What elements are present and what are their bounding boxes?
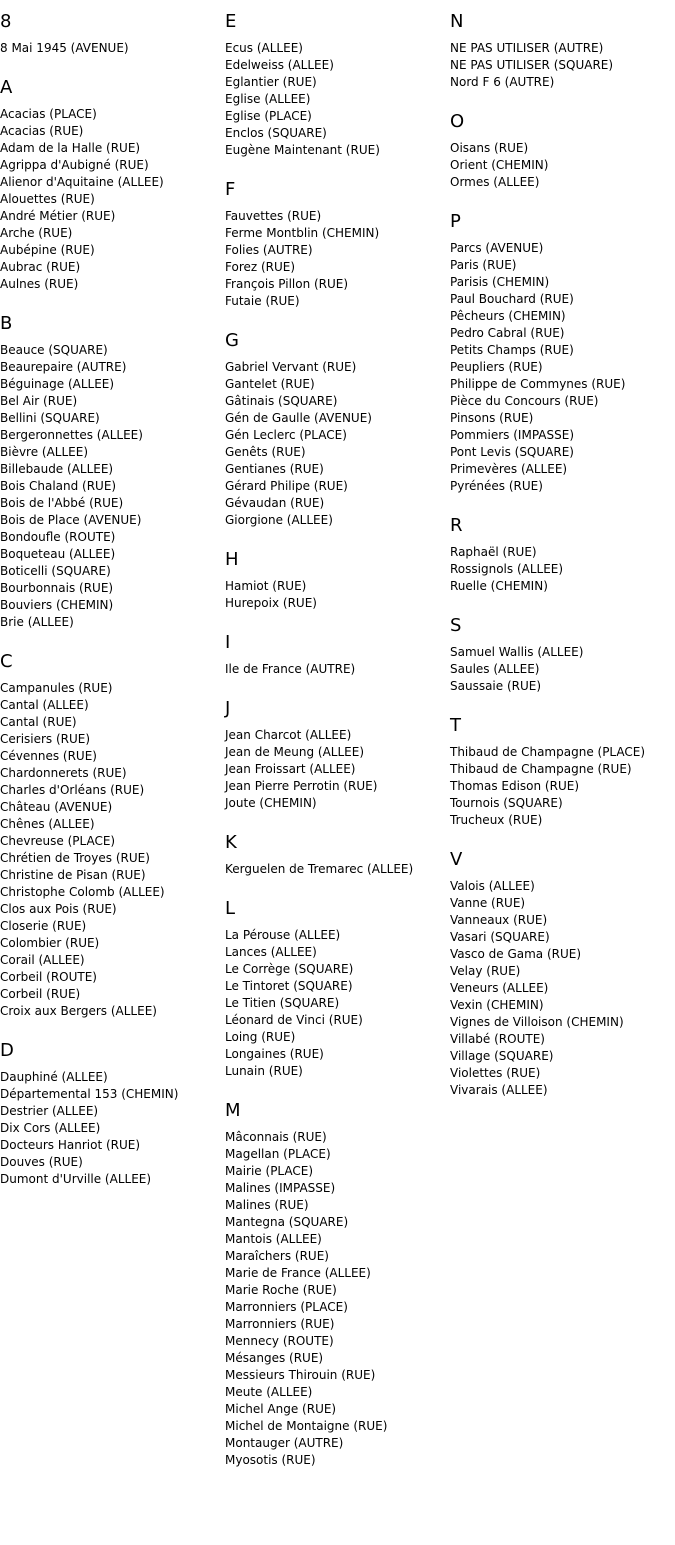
street-item[interactable]: Arche (RUE): [0, 226, 73, 240]
street-item[interactable]: Brie (ALLEE): [0, 615, 74, 629]
street-item[interactable]: Léonard de Vinci (RUE): [225, 1013, 363, 1027]
street-item[interactable]: Village (SQUARE): [450, 1049, 554, 1063]
street-item[interactable]: Billebaude (ALLEE): [0, 462, 114, 476]
street-item[interactable]: Maraîchers (RUE): [225, 1249, 329, 1263]
letter-group: [0, 650, 222, 1020]
section-letter-heading: I: [225, 632, 231, 653]
street-list: [450, 140, 672, 191]
street-item[interactable]: Paul Bouchard (RUE): [450, 292, 574, 306]
street-list: [225, 40, 447, 159]
street-item[interactable]: Cerisiers (RUE): [0, 732, 91, 746]
street-item[interactable]: Malines (RUE): [225, 1198, 309, 1212]
street-item[interactable]: Boqueteau (ALLEE): [0, 547, 116, 561]
street-item[interactable]: Folies (AUTRE): [225, 243, 313, 257]
letter-group: [225, 10, 447, 159]
street-item[interactable]: Petits Champs (RUE): [450, 343, 574, 357]
street-item[interactable]: Chênes (ALLEE): [0, 817, 95, 831]
index-column-2: [225, 10, 447, 1488]
street-item[interactable]: Béguinage (ALLEE): [0, 377, 115, 391]
street-item[interactable]: Chevreuse (PLACE): [0, 834, 116, 848]
street-item[interactable]: Eglantier (RUE): [225, 75, 317, 89]
street-item[interactable]: Bois Chaland (RUE): [0, 479, 117, 493]
street-item[interactable]: Adam de la Halle (RUE): [0, 141, 141, 155]
street-item[interactable]: Marronniers (RUE): [225, 1317, 335, 1331]
street-item[interactable]: Oisans (RUE): [450, 141, 529, 155]
street-item[interactable]: Genêts (RUE): [225, 445, 306, 459]
street-item[interactable]: Dix Cors (ALLEE): [0, 1121, 101, 1135]
street-item[interactable]: Charles d'Orléans (RUE): [0, 783, 145, 797]
letter-group: [0, 10, 222, 57]
section-letter-heading: G: [225, 330, 239, 351]
street-item[interactable]: Boticelli (SQUARE): [0, 564, 111, 578]
street-item[interactable]: Eugène Maintenant (RUE): [225, 143, 380, 157]
street-item[interactable]: Longaines (RUE): [225, 1047, 324, 1061]
street-list: [450, 644, 672, 695]
street-item[interactable]: Marronniers (PLACE): [225, 1300, 348, 1314]
street-item[interactable]: Nord F 6 (AUTRE): [450, 75, 555, 89]
letter-group: [450, 10, 672, 91]
street-item[interactable]: Aubrac (RUE): [0, 260, 81, 274]
street-item[interactable]: Bergeronnettes (ALLEE): [0, 428, 143, 442]
street-item[interactable]: Pedro Cabral (RUE): [450, 326, 565, 340]
street-item[interactable]: Dumont d'Urville (ALLEE): [0, 1172, 152, 1186]
letter-group: [225, 329, 447, 529]
street-item[interactable]: Edelweiss (ALLEE): [225, 58, 334, 72]
street-item[interactable]: Gabriel Vervant (RUE): [225, 360, 357, 374]
letter-group: [0, 1039, 222, 1188]
street-item[interactable]: Beaurepaire (AUTRE): [0, 360, 127, 374]
street-item[interactable]: Aubépine (RUE): [0, 243, 95, 257]
street-item[interactable]: Corbeil (ROUTE): [0, 970, 97, 984]
letter-group: [225, 178, 447, 310]
street-item[interactable]: Joute (CHEMIN): [225, 796, 317, 810]
street-item[interactable]: Hurepoix (RUE): [225, 596, 317, 610]
street-item[interactable]: Christophe Colomb (ALLEE): [0, 885, 165, 899]
street-item[interactable]: Ecus (ALLEE): [225, 41, 303, 55]
street-item[interactable]: Agrippa d'Aubigné (RUE): [0, 158, 149, 172]
street-list: [225, 359, 447, 529]
street-item[interactable]: Futaie (RUE): [225, 294, 300, 308]
street-item[interactable]: NE PAS UTILISER (AUTRE): [450, 41, 604, 55]
street-item[interactable]: Eglise (PLACE): [225, 109, 312, 123]
street-item[interactable]: Thomas Edison (RUE): [450, 779, 579, 793]
section-letter-heading: J: [225, 698, 231, 719]
street-item[interactable]: Orient (CHEMIN): [450, 158, 549, 172]
section-letter-heading: M: [225, 1100, 241, 1121]
letter-group: [225, 697, 447, 812]
street-item[interactable]: Bièvre (ALLEE): [0, 445, 89, 459]
street-item[interactable]: François Pillon (RUE): [225, 277, 349, 291]
street-item[interactable]: Primevères (ALLEE): [450, 462, 568, 476]
section-letter-heading: A: [0, 77, 13, 98]
street-item[interactable]: Hamiot (RUE): [225, 579, 307, 593]
street-item[interactable]: Veneurs (ALLEE): [450, 981, 549, 995]
section-letter-heading: L: [225, 898, 236, 919]
letter-group: [225, 1099, 447, 1469]
street-item[interactable]: Bourbonnais (RUE): [0, 581, 114, 595]
street-item[interactable]: Vasari (SQUARE): [450, 930, 550, 944]
street-item[interactable]: Peupliers (RUE): [450, 360, 543, 374]
index-column-1: [0, 10, 222, 1207]
street-item[interactable]: Jean Pierre Perrotin (RUE): [225, 779, 378, 793]
street-list: [225, 861, 447, 878]
street-item[interactable]: Le Tintoret (SQUARE): [225, 979, 353, 993]
street-list: [0, 342, 222, 631]
street-item[interactable]: Gantelet (RUE): [225, 377, 315, 391]
street-item[interactable]: Enclos (SQUARE): [225, 126, 327, 140]
street-item[interactable]: Gérard Philipe (RUE): [225, 479, 348, 493]
street-list: [225, 661, 447, 678]
index-column-3: [450, 10, 672, 1118]
street-item[interactable]: Cévennes (RUE): [0, 749, 97, 763]
street-item[interactable]: Château (AVENUE): [0, 800, 113, 814]
street-item[interactable]: Saussaie (RUE): [450, 679, 542, 693]
street-item[interactable]: Paris (RUE): [450, 258, 517, 272]
street-item[interactable]: Destrier (ALLEE): [0, 1104, 99, 1118]
section-letter-heading: O: [450, 111, 465, 132]
street-item[interactable]: Mantois (ALLEE): [225, 1232, 322, 1246]
street-item[interactable]: Douves (RUE): [0, 1155, 83, 1169]
letter-group: [450, 848, 672, 1099]
street-item[interactable]: Philippe de Commynes (RUE): [450, 377, 626, 391]
street-item[interactable]: Ile de France (AUTRE): [225, 662, 356, 676]
street-list: [225, 578, 447, 612]
street-item[interactable]: Ruelle (CHEMIN): [450, 579, 548, 593]
letter-group: [450, 714, 672, 829]
street-list: [225, 727, 447, 812]
street-item[interactable]: Mésanges (RUE): [225, 1351, 324, 1365]
street-item[interactable]: Corail (ALLEE): [0, 953, 85, 967]
street-item[interactable]: Trucheux (RUE): [450, 813, 543, 827]
street-item[interactable]: Closerie (RUE): [0, 919, 87, 933]
street-item[interactable]: Thibaud de Champagne (RUE): [450, 762, 632, 776]
street-list: [450, 40, 672, 91]
street-item[interactable]: Ferme Montblin (CHEMIN): [225, 226, 380, 240]
street-item[interactable]: Tournois (SQUARE): [450, 796, 563, 810]
street-item[interactable]: Bel Air (RUE): [0, 394, 78, 408]
street-item[interactable]: Alienor d'Aquitaine (ALLEE): [0, 175, 164, 189]
street-item[interactable]: Christine de Pisan (RUE): [0, 868, 146, 882]
street-item[interactable]: Lunain (RUE): [225, 1064, 303, 1078]
street-item[interactable]: Saules (ALLEE): [450, 662, 540, 676]
street-list: [0, 1069, 222, 1188]
section-letter-heading: T: [450, 715, 461, 736]
street-item[interactable]: Clos aux Pois (RUE): [0, 902, 117, 916]
street-item[interactable]: Mâconnais (RUE): [225, 1130, 327, 1144]
letter-group: [450, 614, 672, 695]
section-letter-heading: D: [0, 1040, 14, 1061]
street-item[interactable]: Messieurs Thirouin (RUE): [225, 1368, 376, 1382]
street-list: [450, 544, 672, 595]
street-item[interactable]: Forez (RUE): [225, 260, 296, 274]
letter-group: [450, 514, 672, 595]
street-item[interactable]: Pont Levis (SQUARE): [450, 445, 574, 459]
street-item[interactable]: Magellan (PLACE): [225, 1147, 331, 1161]
letter-group: [225, 831, 447, 878]
street-item[interactable]: Départemental 153 (CHEMIN): [0, 1087, 179, 1101]
street-item[interactable]: Bois de l'Abbé (RUE): [0, 496, 124, 510]
street-item[interactable]: Campanules (RUE): [0, 681, 113, 695]
street-list: [225, 927, 447, 1080]
street-item[interactable]: Montauger (AUTRE): [225, 1436, 344, 1450]
section-letter-heading: H: [225, 549, 239, 570]
street-item[interactable]: Le Titien (SQUARE): [225, 996, 340, 1010]
section-letter-heading: P: [450, 211, 461, 232]
street-item[interactable]: Vignes de Villoison (CHEMIN): [450, 1015, 624, 1029]
street-item[interactable]: Gén Leclerc (PLACE): [225, 428, 347, 442]
street-item[interactable]: Eglise (ALLEE): [225, 92, 311, 106]
street-item[interactable]: NE PAS UTILISER (SQUARE): [450, 58, 614, 72]
street-item[interactable]: Ormes (ALLEE): [450, 175, 540, 189]
letter-group: [450, 110, 672, 191]
section-letter-heading: 8: [0, 11, 12, 32]
street-item[interactable]: La Pérouse (ALLEE): [225, 928, 341, 942]
street-list: [0, 680, 222, 1020]
street-item[interactable]: Bouviers (CHEMIN): [0, 598, 114, 612]
street-item[interactable]: Mantegna (SQUARE): [225, 1215, 349, 1229]
street-item[interactable]: Raphaël (RUE): [450, 545, 537, 559]
street-item[interactable]: Vexin (CHEMIN): [450, 998, 544, 1012]
street-item[interactable]: Rossignols (ALLEE): [450, 562, 564, 576]
section-letter-heading: V: [450, 849, 463, 870]
street-item[interactable]: Acacias (RUE): [0, 124, 84, 138]
letter-group: [450, 210, 672, 495]
street-item[interactable]: Gévaudan (RUE): [225, 496, 325, 510]
street-item[interactable]: Velay (RUE): [450, 964, 521, 978]
street-item[interactable]: Meute (ALLEE): [225, 1385, 313, 1399]
street-item[interactable]: Jean de Meung (ALLEE): [225, 745, 364, 759]
street-item[interactable]: Vasco de Gama (RUE): [450, 947, 582, 961]
street-item[interactable]: Pêcheurs (CHEMIN): [450, 309, 566, 323]
street-item[interactable]: Cantal (ALLEE): [0, 698, 89, 712]
street-item[interactable]: Marie de France (ALLEE): [225, 1266, 371, 1280]
street-item[interactable]: Valois (ALLEE): [450, 879, 535, 893]
street-item[interactable]: Vivarais (ALLEE): [450, 1083, 548, 1097]
section-letter-heading: C: [0, 651, 13, 672]
street-item[interactable]: Bondoufle (ROUTE): [0, 530, 116, 544]
street-item[interactable]: Beauce (SQUARE): [0, 343, 108, 357]
section-letter-heading: B: [0, 313, 13, 334]
street-item[interactable]: Pyrénées (RUE): [450, 479, 543, 493]
street-item[interactable]: Gentianes (RUE): [225, 462, 324, 476]
street-item[interactable]: 8 Mai 1945 (AVENUE): [0, 41, 129, 55]
street-item[interactable]: Pommiers (IMPASSE): [450, 428, 574, 442]
street-item[interactable]: Pinsons (RUE): [450, 411, 534, 425]
street-item[interactable]: Vanneaux (RUE): [450, 913, 548, 927]
street-item[interactable]: Bellini (SQUARE): [0, 411, 100, 425]
street-item[interactable]: Loing (RUE): [225, 1030, 296, 1044]
street-item[interactable]: Alouettes (RUE): [0, 192, 95, 206]
street-item[interactable]: Bois de Place (AVENUE): [0, 513, 142, 527]
street-item[interactable]: Parisis (CHEMIN): [450, 275, 550, 289]
section-letter-heading: R: [450, 515, 463, 536]
street-list: [0, 106, 222, 293]
street-item[interactable]: Michel Ange (RUE): [225, 1402, 337, 1416]
street-item[interactable]: Colombier (RUE): [0, 936, 100, 950]
street-item[interactable]: Pièce du Concours (RUE): [450, 394, 599, 408]
street-item[interactable]: Chardonnerets (RUE): [0, 766, 127, 780]
street-item[interactable]: Gâtinais (SQUARE): [225, 394, 338, 408]
street-item[interactable]: Aulnes (RUE): [0, 277, 79, 291]
street-list: [0, 40, 222, 57]
street-item[interactable]: Mairie (PLACE): [225, 1164, 314, 1178]
street-item[interactable]: Jean Charcot (ALLEE): [225, 728, 352, 742]
street-list: [225, 1129, 447, 1469]
street-item[interactable]: Michel de Montaigne (RUE): [225, 1419, 388, 1433]
street-list: [450, 878, 672, 1099]
street-item[interactable]: Croix aux Bergers (ALLEE): [0, 1004, 157, 1018]
street-item[interactable]: Dauphiné (ALLEE): [0, 1070, 108, 1084]
street-item[interactable]: Acacias (PLACE): [0, 107, 97, 121]
street-item[interactable]: Lances (ALLEE): [225, 945, 317, 959]
street-item[interactable]: Corbeil (RUE): [0, 987, 81, 1001]
street-item[interactable]: Kerguelen de Tremarec (ALLEE): [225, 862, 414, 876]
street-item[interactable]: Docteurs Hanriot (RUE): [0, 1138, 141, 1152]
letter-group: [0, 76, 222, 293]
street-item[interactable]: Parcs (AVENUE): [450, 241, 544, 255]
street-item[interactable]: Cantal (RUE): [0, 715, 77, 729]
street-item[interactable]: André Métier (RUE): [0, 209, 116, 223]
street-item[interactable]: Myosotis (RUE): [225, 1453, 316, 1467]
street-item[interactable]: Fauvettes (RUE): [225, 209, 322, 223]
section-letter-heading: N: [450, 11, 464, 32]
street-item[interactable]: Gén de Gaulle (AVENUE): [225, 411, 372, 425]
street-item[interactable]: Malines (IMPASSE): [225, 1181, 336, 1195]
street-list: [450, 744, 672, 829]
street-list: [225, 208, 447, 310]
letter-group: [225, 548, 447, 612]
street-item[interactable]: Vanne (RUE): [450, 896, 526, 910]
street-item[interactable]: Villabé (ROUTE): [450, 1032, 545, 1046]
street-item[interactable]: Samuel Wallis (ALLEE): [450, 645, 584, 659]
section-letter-heading: E: [225, 11, 237, 32]
section-letter-heading: F: [225, 179, 236, 200]
street-list: [450, 240, 672, 495]
street-item[interactable]: Thibaud de Champagne (PLACE): [450, 745, 646, 759]
letter-group: [225, 897, 447, 1080]
street-item[interactable]: Giorgione (ALLEE): [225, 513, 333, 527]
street-item[interactable]: Jean Froissart (ALLEE): [225, 762, 356, 776]
street-item[interactable]: Violettes (RUE): [450, 1066, 541, 1080]
letter-group: [0, 312, 222, 631]
section-letter-heading: S: [450, 615, 462, 636]
street-item[interactable]: Marie Roche (RUE): [225, 1283, 337, 1297]
letter-group: [225, 631, 447, 678]
street-item[interactable]: Le Corrège (SQUARE): [225, 962, 354, 976]
street-item[interactable]: Chrétien de Troyes (RUE): [0, 851, 150, 865]
section-letter-heading: K: [225, 832, 237, 853]
street-item[interactable]: Mennecy (ROUTE): [225, 1334, 334, 1348]
